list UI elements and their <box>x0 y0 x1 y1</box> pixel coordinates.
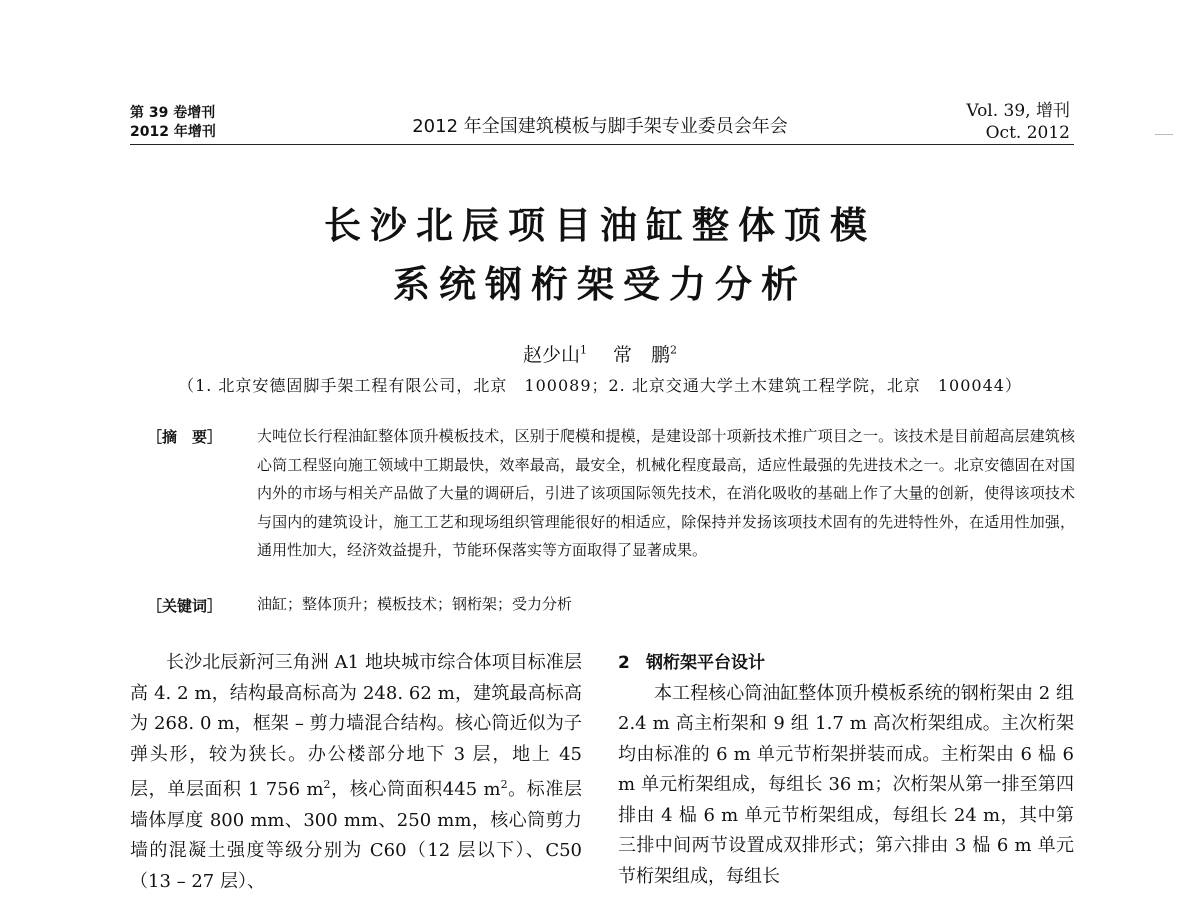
body-column-left <box>130 648 582 897</box>
journal-title: 2012 年全国建筑模板与脚手架专业委员会年会 <box>412 116 788 137</box>
intro-paragraph <box>130 648 582 897</box>
year-label: 2012 年增刊 <box>130 124 216 140</box>
author-name: 常 鹏 <box>613 344 671 366</box>
keywords-label: ［关键词］ <box>147 597 223 615</box>
section-number: 2 <box>618 653 630 673</box>
volume-english: Vol. 39, 增刊 <box>966 101 1070 121</box>
area-unit-superscript: 2 <box>323 778 331 791</box>
abstract-label: ［摘 要］ <box>147 428 223 446</box>
volume-label: 第 39 卷增刊 <box>130 105 216 121</box>
author-affiliation-mark: 1 <box>580 343 587 357</box>
keywords-text: 油缸；整体顶升；模板技术；钢桁架；受力分析 <box>257 595 573 613</box>
paper-title-line1: 长沙北辰项目油缸整体顶模 <box>324 203 876 247</box>
scan-edge-mark <box>1155 134 1173 135</box>
author-list <box>300 340 900 367</box>
header-rule <box>130 144 1074 145</box>
area-unit-superscript: 2 <box>500 778 508 791</box>
section-paragraph: 本工程核心筒油缸整体顶升模板系统的钢桁架由 2 组 2.4 m 高主桁架和 9 组 1.7 m 高次桁架组成。主次桁架均由标准的 6 m 单元节桁架拼装而成。主桁架由 6 榀 6 m 单元桁架组成，每组长 36 m；次桁架从第一排至第四排由 4 榀 6 m 单元节桁架组成，每组长 24 m，其中第三排中间两节设置成双排形式；第六排由 3 榀 6 m 单元节桁架组成，每组长 <box>618 682 1074 887</box>
author-affiliation-mark: 2 <box>670 343 678 357</box>
intro-text-part1: 长沙北辰新河三角洲 A1 地块城市综合体项目标准层高 4. 2 m，结构最高标高为 248. 62 m，建筑最高标高为 268. 0 m，框架 – 剪力墙混合结构。核心筒近似为子弹头形，较为狭长。办公楼部分地下 3 层，地上 45 层，单层面积 1 756 m <box>130 652 582 800</box>
intro-text-part3: 。标准层墙体厚度 800 mm、300 mm、250 mm，核心筒剪力墙的混凝土强度等级分别为 C60（12 层以下）、C50（13 – 27 层）、 <box>130 779 582 892</box>
affiliations: （1. 北京安德固脚手架工程有限公司，北京 100089；2. 北京交通大学土木建筑工程学院，北京 100044） <box>178 376 1022 395</box>
abstract-text: 大吨位长行程油缸整体顶升模板技术，区别于爬模和提模，是建设部十项新技术推广项目之一。该技术是目前超高层建筑核心筒工程竖向施工领域中工期最快，效率最高，最安全，机械化程度最高，适应性最强的先进技术之一。北京安德固在对国内外的市场与相关产品做了大量的调研后，引进了该项国际领先技术，在消化吸收的基础上作了大量的创新，使得该项技术与国内的建筑设计，施工工艺和现场组织管理能很好的相适应，除保持并发扬该项技术固有的先进特性外，在适用性加强，通用性加大，经济效益提升，节能环保落实等方面取得了显著成果。 <box>257 427 1075 559</box>
running-header-right <box>966 100 1070 144</box>
date-english: Oct. 2012 <box>985 123 1070 143</box>
body-column-right <box>618 648 1074 892</box>
section-title: 钢桁架平台设计 <box>646 653 765 673</box>
section-heading <box>618 648 1074 679</box>
paper-title-line2: 系统钢桁架受力分析 <box>393 262 807 306</box>
running-header-left <box>130 104 216 142</box>
author-name: 赵少山 <box>522 344 580 366</box>
intro-text-part2: ，核心筒面积445 m <box>330 779 501 800</box>
